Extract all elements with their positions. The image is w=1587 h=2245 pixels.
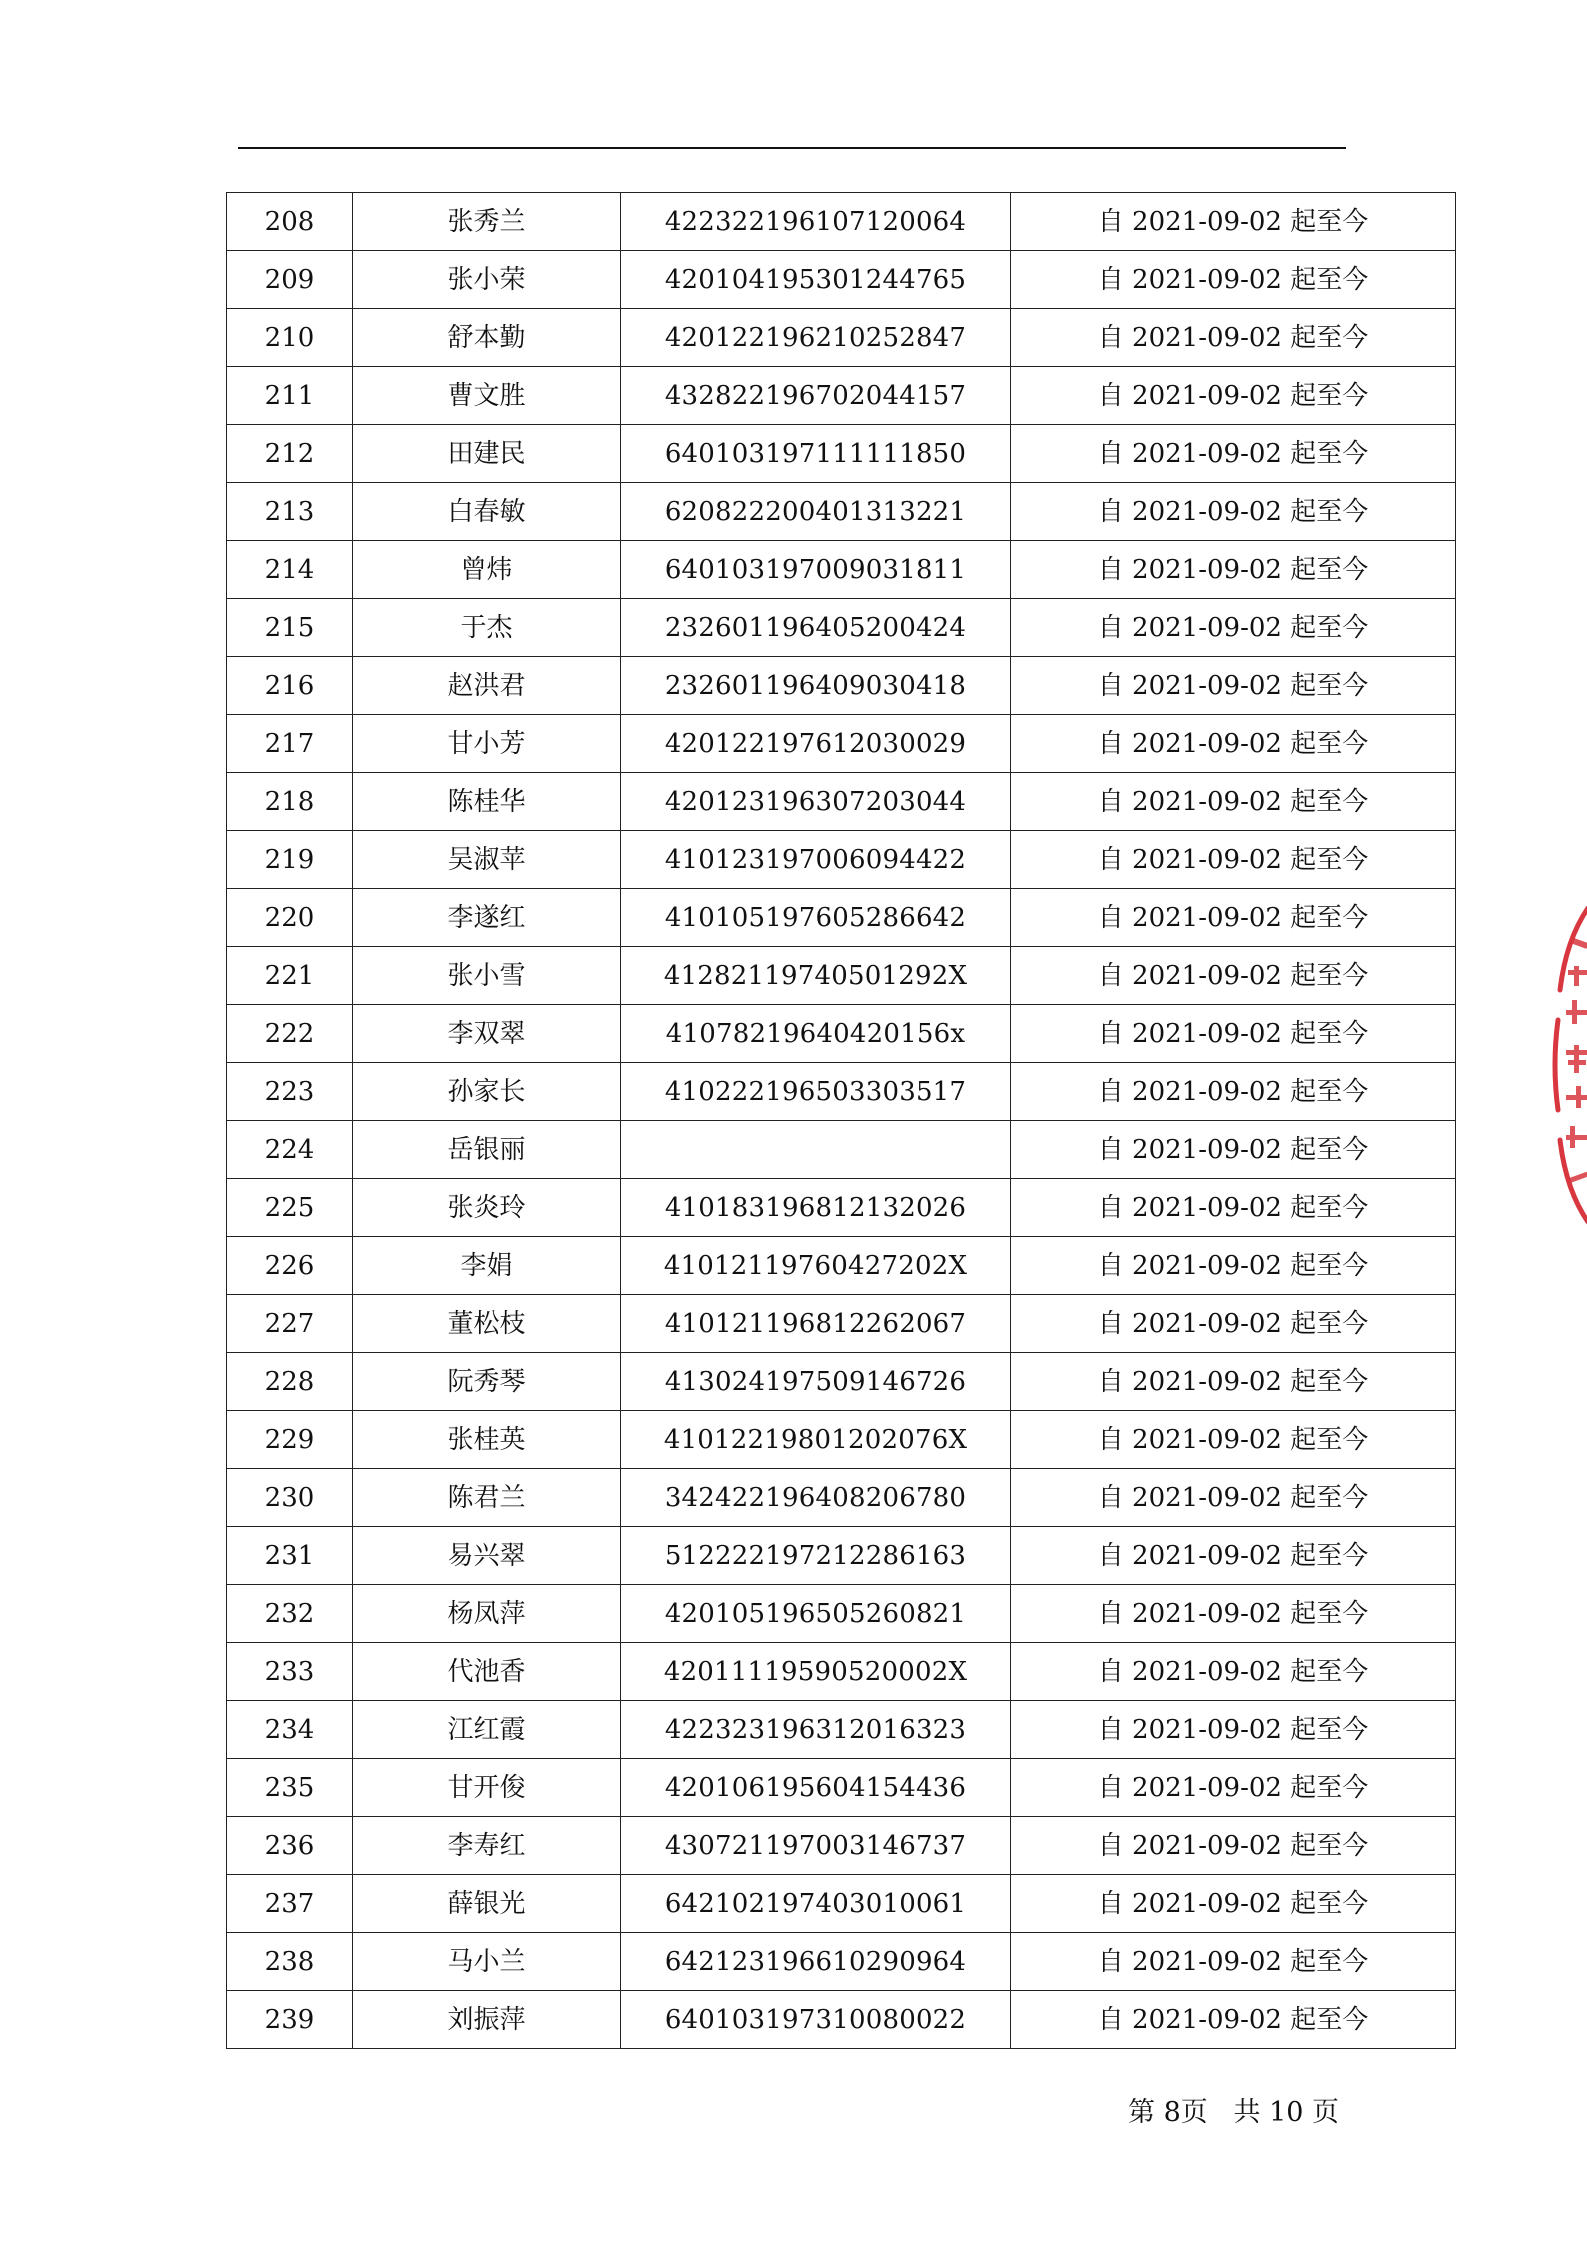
- validity-period: 自 2021-09-02 起至今: [1011, 1237, 1456, 1295]
- person-name: 陈君兰: [353, 1469, 621, 1527]
- person-name: 张小雪: [353, 947, 621, 1005]
- id-number: 422322196107120064: [621, 193, 1011, 251]
- person-name: 阮秀琴: [353, 1353, 621, 1411]
- table-row: [227, 1585, 1456, 1643]
- id-number: 642102197403010061: [621, 1875, 1011, 1933]
- person-name: 张炎玲: [353, 1179, 621, 1237]
- row-number: 238: [227, 1933, 353, 1991]
- table-row: [227, 1005, 1456, 1063]
- person-name: 薛银光: [353, 1875, 621, 1933]
- person-name: 孙家长: [353, 1063, 621, 1121]
- id-number: 410123197006094422: [621, 831, 1011, 889]
- id-number: 41012119760427202X: [621, 1237, 1011, 1295]
- id-number: 410121196812262067: [621, 1295, 1011, 1353]
- row-number: 231: [227, 1527, 353, 1585]
- row-number: 236: [227, 1817, 353, 1875]
- table-row: [227, 309, 1456, 367]
- id-number: 42011119590520002X: [621, 1643, 1011, 1701]
- id-number: 410222196503303517: [621, 1063, 1011, 1121]
- person-name: 舒本勤: [353, 309, 621, 367]
- person-name: 易兴翠: [353, 1527, 621, 1585]
- validity-period: 自 2021-09-02 起至今: [1011, 1469, 1456, 1527]
- table-row: [227, 1121, 1456, 1179]
- row-number: 223: [227, 1063, 353, 1121]
- table-row: [227, 1179, 1456, 1237]
- id-number: 432822196702044157: [621, 367, 1011, 425]
- validity-period: 自 2021-09-02 起至今: [1011, 657, 1456, 715]
- id-number: 620822200401313221: [621, 483, 1011, 541]
- table-row: [227, 1063, 1456, 1121]
- table-row: [227, 599, 1456, 657]
- person-name: 甘小芳: [353, 715, 621, 773]
- table-row: [227, 1411, 1456, 1469]
- table-row: [227, 1643, 1456, 1701]
- table-row: [227, 831, 1456, 889]
- validity-period: 自 2021-09-02 起至今: [1011, 1353, 1456, 1411]
- id-number: 232601196409030418: [621, 657, 1011, 715]
- id-number: 640103197310080022: [621, 1991, 1011, 2049]
- person-name: 田建民: [353, 425, 621, 483]
- validity-period: 自 2021-09-02 起至今: [1011, 831, 1456, 889]
- person-name: 代池香: [353, 1643, 621, 1701]
- roster-table: [226, 192, 1456, 2049]
- person-name: 张秀兰: [353, 193, 621, 251]
- validity-period: 自 2021-09-02 起至今: [1011, 1179, 1456, 1237]
- table-row: [227, 251, 1456, 309]
- id-number: 342422196408206780: [621, 1469, 1011, 1527]
- person-name: 曾炜: [353, 541, 621, 599]
- row-number: 233: [227, 1643, 353, 1701]
- person-name: 张小荣: [353, 251, 621, 309]
- id-number: 232601196405200424: [621, 599, 1011, 657]
- validity-period: 自 2021-09-02 起至今: [1011, 1527, 1456, 1585]
- validity-period: 自 2021-09-02 起至今: [1011, 1585, 1456, 1643]
- validity-period: 自 2021-09-02 起至今: [1011, 889, 1456, 947]
- validity-period: 自 2021-09-02 起至今: [1011, 483, 1456, 541]
- id-number: 410105197605286642: [621, 889, 1011, 947]
- validity-period: 自 2021-09-02 起至今: [1011, 541, 1456, 599]
- row-number: 209: [227, 251, 353, 309]
- table-row: [227, 889, 1456, 947]
- table-row: [227, 541, 1456, 599]
- row-number: 219: [227, 831, 353, 889]
- table-row: [227, 425, 1456, 483]
- row-number: 212: [227, 425, 353, 483]
- person-name: 陈桂华: [353, 773, 621, 831]
- row-number: 232: [227, 1585, 353, 1643]
- validity-period: 自 2021-09-02 起至今: [1011, 425, 1456, 483]
- table-row: [227, 773, 1456, 831]
- table-row: [227, 657, 1456, 715]
- validity-period: 自 2021-09-02 起至今: [1011, 1701, 1456, 1759]
- table-row: [227, 1991, 1456, 2049]
- person-name: 甘开俊: [353, 1759, 621, 1817]
- person-name: 张桂英: [353, 1411, 621, 1469]
- row-number: 227: [227, 1295, 353, 1353]
- id-number: 420123196307203044: [621, 773, 1011, 831]
- row-number: 210: [227, 309, 353, 367]
- person-name: 杨凤萍: [353, 1585, 621, 1643]
- id-number: 41282119740501292X: [621, 947, 1011, 1005]
- person-name: 赵洪君: [353, 657, 621, 715]
- id-number: 640103197111111850: [621, 425, 1011, 483]
- row-number: 221: [227, 947, 353, 1005]
- validity-period: 自 2021-09-02 起至今: [1011, 599, 1456, 657]
- person-name: 马小兰: [353, 1933, 621, 1991]
- validity-period: 自 2021-09-02 起至今: [1011, 1817, 1456, 1875]
- id-number: [621, 1121, 1011, 1179]
- row-number: 213: [227, 483, 353, 541]
- table-row: [227, 1875, 1456, 1933]
- validity-period: 自 2021-09-02 起至今: [1011, 715, 1456, 773]
- row-number: 222: [227, 1005, 353, 1063]
- id-number: 410183196812132026: [621, 1179, 1011, 1237]
- page-footer: [1128, 2090, 1339, 2129]
- row-number: 211: [227, 367, 353, 425]
- row-number: 214: [227, 541, 353, 599]
- person-name: 李双翠: [353, 1005, 621, 1063]
- table-row: [227, 947, 1456, 1005]
- validity-period: 自 2021-09-02 起至今: [1011, 1295, 1456, 1353]
- row-number: 208: [227, 193, 353, 251]
- table-row: [227, 1237, 1456, 1295]
- person-name: 李寿红: [353, 1817, 621, 1875]
- id-number: 413024197509146726: [621, 1353, 1011, 1411]
- person-name: 曹文胜: [353, 367, 621, 425]
- person-name: 刘振萍: [353, 1991, 621, 2049]
- table-row: [227, 1933, 1456, 1991]
- validity-period: 自 2021-09-02 起至今: [1011, 193, 1456, 251]
- table-row: [227, 715, 1456, 773]
- row-number: 218: [227, 773, 353, 831]
- id-number: 41078219640420156x: [621, 1005, 1011, 1063]
- table-row: [227, 1353, 1456, 1411]
- validity-period: 自 2021-09-02 起至今: [1011, 1991, 1456, 2049]
- row-number: 228: [227, 1353, 353, 1411]
- validity-period: 自 2021-09-02 起至今: [1011, 1933, 1456, 1991]
- row-number: 224: [227, 1121, 353, 1179]
- validity-period: 自 2021-09-02 起至今: [1011, 367, 1456, 425]
- person-name: 吴淑苹: [353, 831, 621, 889]
- validity-period: 自 2021-09-02 起至今: [1011, 1121, 1456, 1179]
- table-row: [227, 367, 1456, 425]
- seal-stamp-icon: [1548, 900, 1587, 1230]
- id-number: 512222197212286163: [621, 1527, 1011, 1585]
- id-number: 422323196312016323: [621, 1701, 1011, 1759]
- table-row: [227, 1527, 1456, 1585]
- person-name: 岳银丽: [353, 1121, 621, 1179]
- row-number: 216: [227, 657, 353, 715]
- id-number: 420105196505260821: [621, 1585, 1011, 1643]
- person-name: 董松枝: [353, 1295, 621, 1353]
- id-number: 420122196210252847: [621, 309, 1011, 367]
- row-number: 230: [227, 1469, 353, 1527]
- table-row: [227, 1817, 1456, 1875]
- person-name: 李娟: [353, 1237, 621, 1295]
- validity-period: 自 2021-09-02 起至今: [1011, 1759, 1456, 1817]
- row-number: 234: [227, 1701, 353, 1759]
- person-name: 于杰: [353, 599, 621, 657]
- table-row: [227, 1295, 1456, 1353]
- validity-period: 自 2021-09-02 起至今: [1011, 1005, 1456, 1063]
- validity-period: 自 2021-09-02 起至今: [1011, 1063, 1456, 1121]
- row-number: 229: [227, 1411, 353, 1469]
- validity-period: 自 2021-09-02 起至今: [1011, 1643, 1456, 1701]
- row-number: 217: [227, 715, 353, 773]
- row-number: 225: [227, 1179, 353, 1237]
- row-number: 220: [227, 889, 353, 947]
- validity-period: 自 2021-09-02 起至今: [1011, 309, 1456, 367]
- id-number: 420122197612030029: [621, 715, 1011, 773]
- page-total: 共 10 页: [1233, 2097, 1340, 2128]
- validity-period: 自 2021-09-02 起至今: [1011, 1875, 1456, 1933]
- person-name: 李遂红: [353, 889, 621, 947]
- person-name: 白春敏: [353, 483, 621, 541]
- row-number: 226: [227, 1237, 353, 1295]
- table-row: [227, 1701, 1456, 1759]
- validity-period: 自 2021-09-02 起至今: [1011, 773, 1456, 831]
- validity-period: 自 2021-09-02 起至今: [1011, 251, 1456, 309]
- id-number: 640103197009031811: [621, 541, 1011, 599]
- header-rule: [238, 147, 1346, 149]
- table-row: [227, 1759, 1456, 1817]
- person-name: 江红霞: [353, 1701, 621, 1759]
- table-row: [227, 193, 1456, 251]
- id-number: 420104195301244765: [621, 251, 1011, 309]
- row-number: 235: [227, 1759, 353, 1817]
- table-row: [227, 1469, 1456, 1527]
- id-number: 430721197003146737: [621, 1817, 1011, 1875]
- table-row: [227, 483, 1456, 541]
- validity-period: 自 2021-09-02 起至今: [1011, 1411, 1456, 1469]
- id-number: 420106195604154436: [621, 1759, 1011, 1817]
- id-number: 41012219801202076X: [621, 1411, 1011, 1469]
- validity-period: 自 2021-09-02 起至今: [1011, 947, 1456, 1005]
- page-number: 第 8页: [1128, 2097, 1208, 2128]
- row-number: 237: [227, 1875, 353, 1933]
- row-number: 215: [227, 599, 353, 657]
- row-number: 239: [227, 1991, 353, 2049]
- id-number: 642123196610290964: [621, 1933, 1011, 1991]
- roster-table-body: [227, 193, 1456, 2049]
